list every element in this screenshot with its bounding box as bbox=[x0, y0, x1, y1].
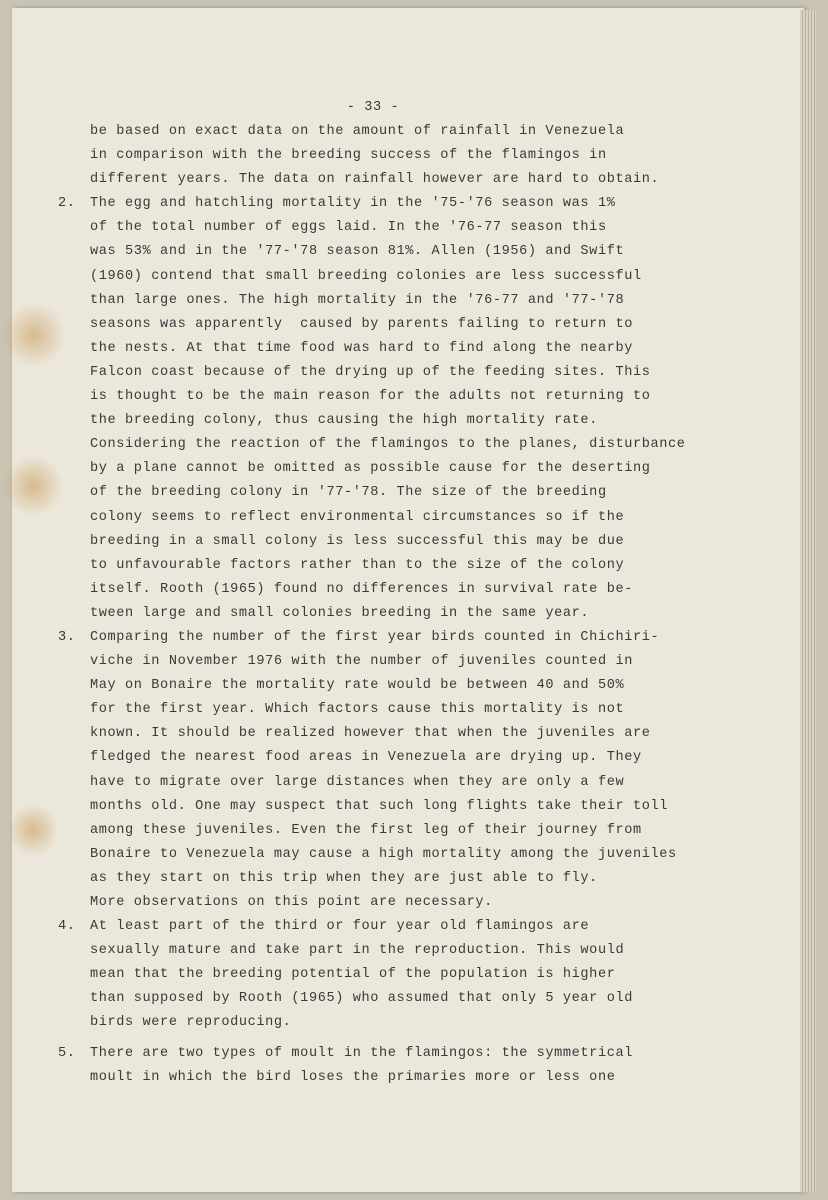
text-line: seasons was apparently caused by parents failing to return to bbox=[90, 316, 633, 332]
text-line: The egg and hatchling mortality in the '75-'76 season was 1% bbox=[90, 196, 616, 212]
list-item bbox=[58, 915, 798, 1035]
text-line: to unfavourable factors rather than to the size of the colony bbox=[90, 557, 625, 573]
stain-mark bbox=[10, 800, 56, 860]
text-line: birds were reproducing. bbox=[90, 1015, 292, 1031]
intro-paragraph bbox=[58, 120, 798, 192]
text-line: by a plane cannot be omitted as possible cause for the deserting bbox=[90, 461, 651, 477]
text-line: Bonaire to Venezuela may cause a high mortality among the juveniles bbox=[90, 846, 677, 862]
stain-mark bbox=[4, 300, 64, 370]
text-line: fledged the nearest food areas in Venezuela are drying up. They bbox=[90, 750, 642, 766]
item-body bbox=[90, 915, 633, 1035]
text-line: of the breeding colony in '77-'78. The size of the breeding bbox=[90, 485, 607, 501]
text-line: sexually mature and take part in the reproduction. This would bbox=[90, 943, 625, 959]
list-item bbox=[58, 192, 798, 626]
text-line: of the total number of eggs laid. In the '76-77 season this bbox=[90, 220, 607, 236]
text-line: different years. The data on rainfall however are hard to obtain. bbox=[90, 172, 660, 188]
text-line: in comparison with the breeding success of the flamingos in bbox=[90, 148, 607, 164]
item-body bbox=[90, 1042, 633, 1090]
text-line: was 53% and in the '77-'78 season 81%. Allen (1956) and Swift bbox=[90, 244, 625, 260]
item-body bbox=[90, 192, 686, 626]
text-line: Falcon coast because of the drying up of the feeding sites. This bbox=[90, 364, 651, 380]
item-body bbox=[90, 626, 677, 915]
text-line: moult in which the bird loses the primaries more or less one bbox=[90, 1069, 616, 1085]
text-line: breeding in a small colony is less successful this may be due bbox=[90, 533, 625, 549]
text-line: More observations on this point are necessary. bbox=[90, 895, 493, 910]
text-line: than large ones. The high mortality in the '76-77 and '77-'78 bbox=[90, 292, 625, 308]
text-line: is thought to be the main reason for the adults not returning to bbox=[90, 389, 651, 405]
text-line: colony seems to reflect environmental circumstances so if the bbox=[90, 509, 625, 525]
text-line: have to migrate over large distances when they are only a few bbox=[90, 774, 625, 790]
text-line: the breeding colony, thus causing the high mortality rate. bbox=[90, 413, 598, 429]
text-line: than supposed by Rooth (1965) who assumed that only 5 year old bbox=[90, 991, 633, 1007]
page-stack-edge bbox=[800, 10, 816, 1192]
text-line: tween large and small colonies breeding in the same year. bbox=[90, 605, 590, 621]
list-item bbox=[58, 1042, 798, 1090]
item-number: 2. bbox=[58, 196, 76, 212]
text-line: be based on exact data on the amount of rainfall in Venezuela bbox=[90, 124, 625, 139]
item-number: 4. bbox=[58, 919, 76, 935]
text-line: as they start on this trip when they are just able to fly. bbox=[90, 870, 598, 886]
page-number: - 33 - bbox=[346, 100, 400, 115]
document-text bbox=[58, 96, 798, 1090]
text-line: viche in November 1976 with the number of juveniles counted in bbox=[90, 654, 633, 670]
text-line: itself. Rooth (1965) found no differences in survival rate be- bbox=[90, 581, 633, 597]
item-number: 5. bbox=[58, 1045, 76, 1061]
item-number: 3. bbox=[58, 629, 76, 645]
text-line: for the first year. Which factors cause this mortality is not bbox=[90, 702, 625, 718]
text-line: May on Bonaire the mortality rate would be between 40 and 50% bbox=[90, 678, 625, 694]
text-line: known. It should be realized however that when the juveniles are bbox=[90, 726, 651, 742]
text-line: There are two types of moult in the flamingos: the symmetrical bbox=[90, 1045, 633, 1061]
text-line: the nests. At that time food was hard to find along the nearby bbox=[90, 340, 633, 356]
text-line: months old. One may suspect that such long flights take their toll bbox=[90, 798, 668, 814]
list-item bbox=[58, 626, 798, 915]
stain-mark bbox=[2, 455, 64, 517]
text-line: mean that the breeding potential of the population is higher bbox=[90, 967, 616, 983]
text-line: among these juveniles. Even the first leg of their journey from bbox=[90, 822, 642, 838]
text-line: (1960) contend that small breeding colonies are less successful bbox=[90, 268, 642, 284]
text-line: At least part of the third or four year old flamingos are bbox=[90, 919, 590, 935]
text-line: Comparing the number of the first year birds counted in Chichiri- bbox=[90, 629, 660, 645]
text-line: Considering the reaction of the flamingos to the planes, disturbance bbox=[90, 437, 686, 453]
